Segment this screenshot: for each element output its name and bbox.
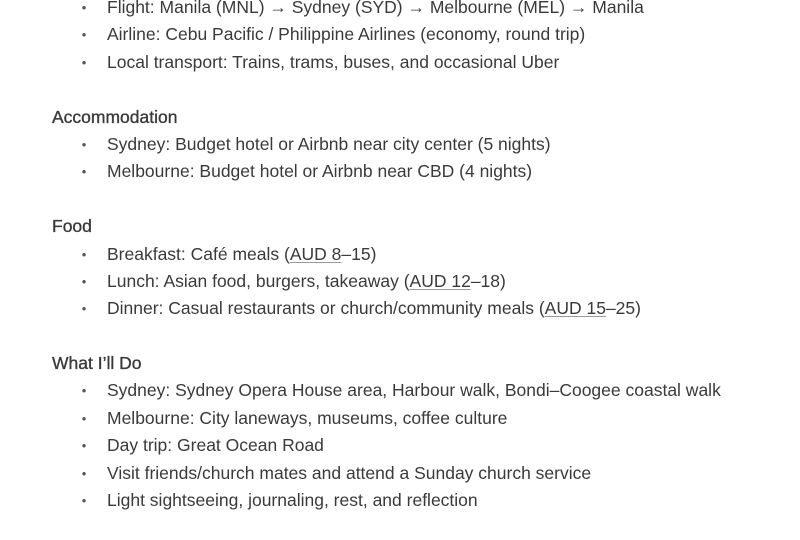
list-item-text: Flight: Manila (MNL) → Sydney (SYD) → Melbourne (MEL) → Manila (107, 0, 644, 17)
food-list (0, 241, 800, 323)
bullet-icon: • (81, 0, 87, 15)
bullet-icon: • (81, 273, 87, 289)
list-item (0, 405, 800, 432)
activities-list (0, 377, 800, 514)
accommodation-heading: Accommodation (52, 106, 178, 127)
list-item-text: Day trip: Great Ocean Road (107, 435, 324, 456)
list-item-text: –15) (341, 243, 377, 264)
list-item (0, 295, 800, 322)
list-item-text: Dinner: Casual restaurants or church/community meals ( (107, 298, 545, 319)
price-link[interactable]: AUD 15 (544, 298, 606, 319)
list-item-text: Sydney: Sydney Opera House area, Harbour walk, Bondi–Coogee coastal walk (107, 380, 721, 401)
list-item-text: Visit friends/church mates and attend a Sunday church service (107, 462, 592, 483)
list-item (0, 432, 800, 459)
bullet-icon: • (81, 164, 87, 180)
list-item (0, 241, 800, 268)
food-heading: Food (52, 216, 92, 237)
accommodation-list (0, 131, 800, 186)
bullet-icon: • (81, 54, 87, 70)
list-item (0, 49, 800, 76)
bullet-icon: • (81, 246, 87, 262)
price-link[interactable]: AUD 8 (289, 243, 342, 264)
list-item (0, 460, 800, 487)
list-item-text: –18) (470, 270, 506, 291)
activities-heading: What I’ll Do (52, 353, 142, 374)
list-item (0, 21, 800, 48)
list-item-text: –25) (605, 298, 641, 319)
list-item-text: Breakfast: Café meals ( (107, 243, 290, 264)
list-item (0, 487, 800, 514)
list-item-text: Sydney: Budget hotel or Airbnb near city center (5 nights) (107, 133, 551, 154)
list-item-text: Melbourne: City laneways, museums, coffee culture (107, 407, 508, 428)
bullet-icon: • (81, 438, 87, 454)
bullet-icon: • (81, 383, 87, 399)
list-item-text: Light sightseeing, journaling, rest, and reflection (107, 490, 478, 511)
list-item-text: Airline: Cebu Pacific / Philippine Airlines (economy, round trip) (107, 24, 586, 45)
bullet-icon: • (81, 410, 87, 426)
list-item-text: Melbourne: Budget hotel or Airbnb near CBD (4 nights) (107, 161, 533, 182)
list-item-text: Local transport: Trains, trams, buses, and occasional Uber (107, 51, 560, 72)
list-item (0, 131, 800, 158)
list-item-text: Lunch: Asian food, burgers, takeaway ( (107, 270, 410, 291)
transport-list (0, 0, 800, 76)
bullet-icon: • (81, 465, 87, 481)
bullet-icon: • (81, 493, 87, 509)
bullet-icon: • (81, 27, 87, 43)
bullet-icon: • (81, 136, 87, 152)
list-item (0, 377, 800, 404)
list-item (0, 0, 800, 21)
bullet-icon: • (81, 301, 87, 317)
price-link[interactable]: AUD 12 (409, 270, 471, 291)
list-item (0, 158, 800, 185)
list-item (0, 268, 800, 295)
